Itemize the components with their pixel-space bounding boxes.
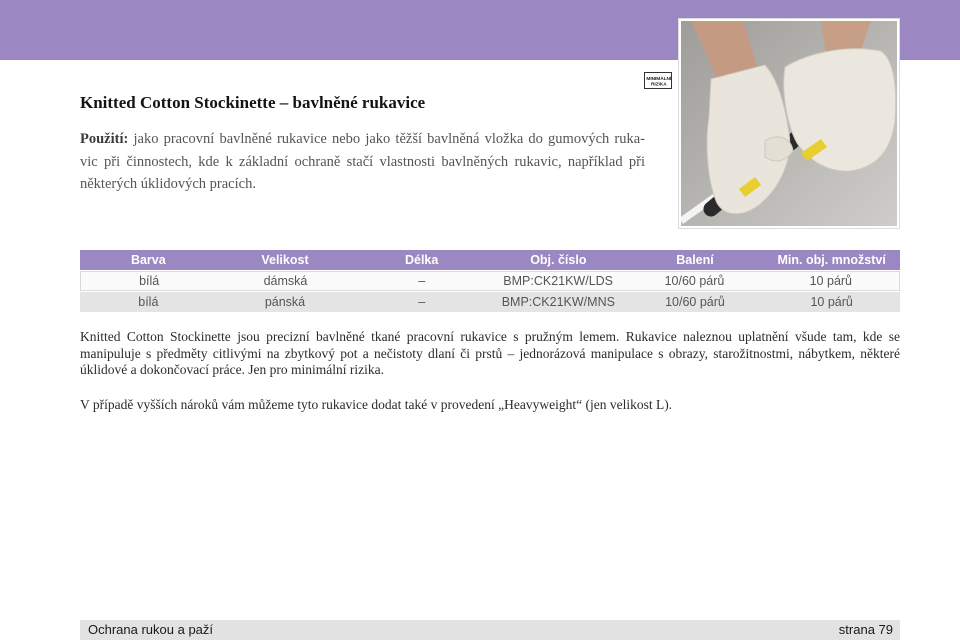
table-cell: BMP:CK21KW/MNS	[501, 295, 615, 309]
table-header-cell: Délka	[404, 253, 439, 267]
table-cell: bílá	[139, 274, 160, 288]
table-cell: 10/60 párů	[665, 295, 725, 309]
table-cell: bílá	[138, 295, 159, 309]
table-cell: –	[418, 274, 426, 288]
table-cell: –	[418, 295, 426, 309]
table-header-cell: Min. obj. množství	[777, 253, 886, 267]
table-row	[80, 271, 900, 291]
table-row	[80, 292, 900, 312]
usage-label: Použití:	[80, 131, 129, 147]
badge-line: MINIMÁLNÍ	[646, 75, 672, 82]
usage-line	[80, 128, 645, 151]
description-paragraph	[80, 329, 900, 379]
table-cell: 10 párů	[809, 274, 853, 288]
table-cell: dámská	[263, 274, 308, 288]
badge-line: RIZIKA	[650, 81, 667, 87]
table-cell: 10 párů	[810, 295, 853, 309]
footer-section: Ochrana rukou a paží	[88, 622, 214, 637]
product-photo	[678, 18, 900, 229]
product-title: Knitted Cotton Stockinette – bavlněné rukavice	[80, 93, 426, 112]
description-line: úklidové a dokončovací práce. Jen pro minimální rizika.	[80, 362, 385, 377]
footer-bar	[80, 620, 900, 640]
footer-page-number: strana 79	[838, 622, 893, 637]
description-line: manipuluje s předměty citlivými na zbytkový pot a nečistoty dlaní či prstů – jednorázová manipulace s obrazy, starožitnostmi, nábytkem, některé	[80, 345, 900, 361]
usage-line-text: jako pracovní bavlněné rukavice nebo jako těžší bavlněná vložka do gumových ruka-	[133, 131, 646, 147]
description-line: Knitted Cotton Stockinette jsou precizní bavlněné tkané pracovní rukavice s pružným lemem. Rukavice naleznou uplatnění všude tam, kde se	[80, 329, 900, 344]
risk-badge	[644, 72, 672, 89]
table-header-cell: Obj. číslo	[530, 253, 587, 267]
spec-table	[80, 250, 900, 313]
gloves-illustration	[681, 21, 897, 226]
table-cell: 10/60 párů	[664, 274, 725, 288]
table-header-row	[80, 250, 900, 270]
usage-line: některých úklidových pracích.	[80, 176, 256, 192]
note-paragraph: V případě vyšších nároků vám můžeme tyto rukavice dodat také v provedení „Heavyweight“ (jen velikost L).	[80, 397, 673, 412]
table-cell: pánská	[264, 295, 306, 309]
table-header-cell: Velikost	[261, 253, 309, 267]
usage-paragraph	[80, 128, 645, 196]
usage-line: vic při činnostech, kde k základní ochraně stačí vlastnosti bavlněných rukavic, například při	[80, 153, 645, 170]
table-cell: BMP:CK21KW/LDS	[503, 274, 614, 288]
table-header-cell: Barva	[130, 253, 166, 267]
table-header-cell: Balení	[676, 253, 714, 267]
